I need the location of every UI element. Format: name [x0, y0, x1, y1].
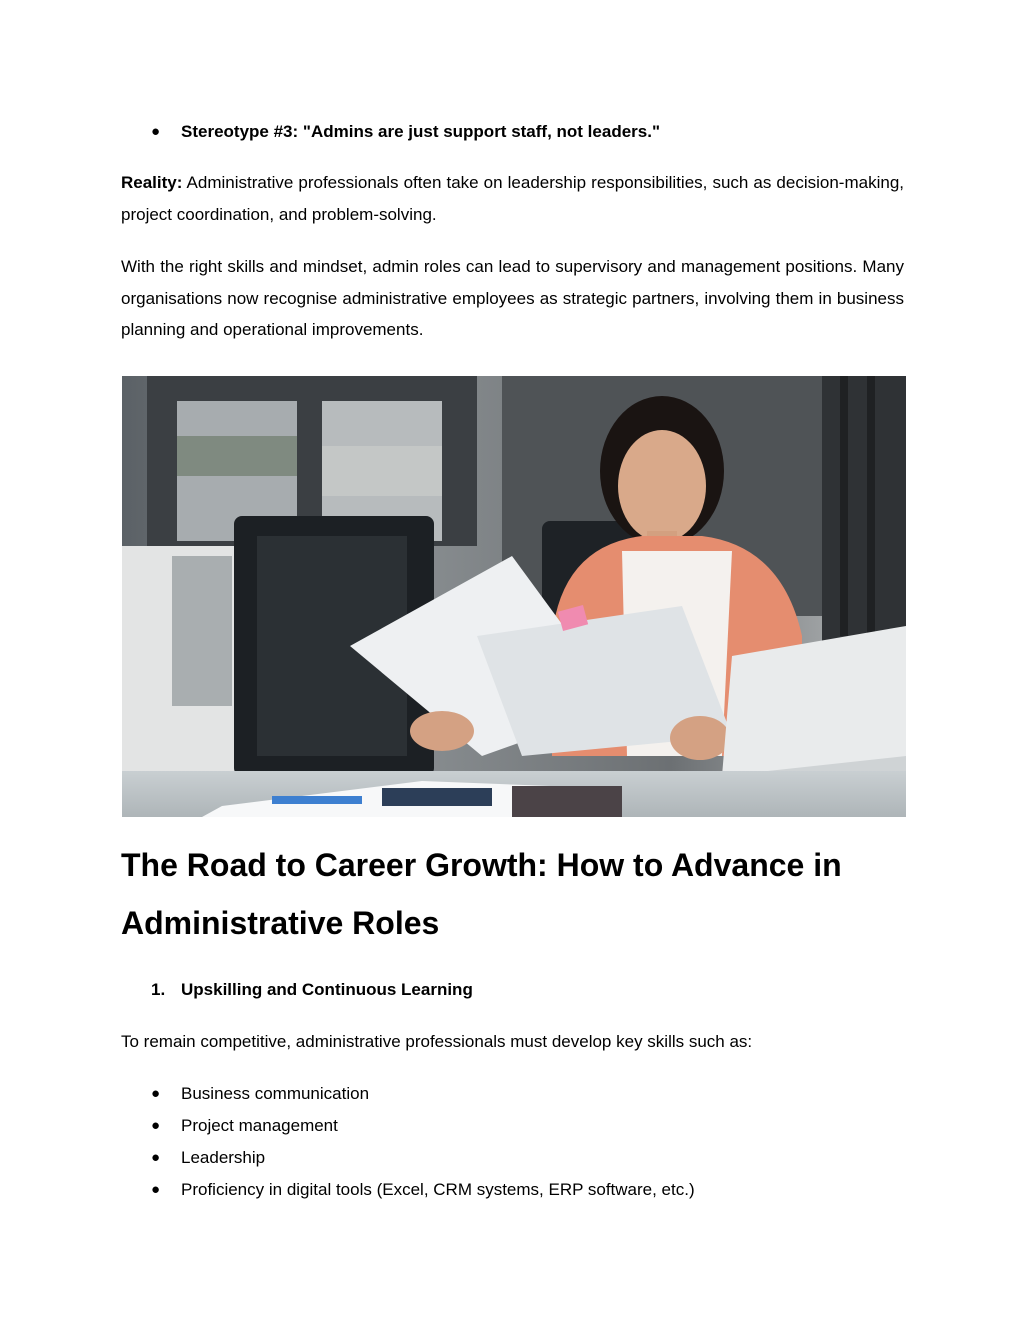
list-item [121, 1083, 904, 1115]
reality-label: Reality: [121, 173, 183, 192]
list-item [121, 1147, 904, 1179]
skill-text: Leadership [181, 1148, 266, 1167]
skill-text: Business communication [181, 1084, 370, 1103]
bullet-marker: ● [151, 1117, 161, 1134]
list-item [121, 1179, 904, 1211]
stereotype-text: Stereotype #3: "Admins are just support staff, not leaders." [181, 122, 661, 141]
skills-intro: To remain competitive, administrative professionals must develop key skills such as: [121, 1032, 753, 1051]
bullet-marker: ● [151, 1181, 161, 1198]
skill-text: Project management [181, 1116, 338, 1135]
bullet-marker: ● [151, 1149, 161, 1166]
bullet-marker: ● [151, 1085, 161, 1102]
career-paths-paragraph: With the right skills and mindset, admin roles can lead to supervisory and management positions. Many organisations now recognise administrative employees as strategic partners, involving them in business planning and operational improvements. [121, 257, 904, 339]
reality-paragraph [121, 167, 904, 230]
section-heading: The Road to Career Growth: How to Advance in Administrative Roles [121, 847, 842, 941]
bullet-marker: ● [151, 123, 161, 140]
item-number: 1. [151, 980, 166, 999]
list-item [121, 1115, 904, 1147]
office-photo [122, 376, 906, 817]
reality-text: Administrative professionals often take on leadership responsibilities, such as decision-making, project coordination, and problem-solving. [121, 173, 904, 224]
skill-text: Proficiency in digital tools (Excel, CRM systems, ERP software, etc.) [181, 1180, 695, 1199]
skills-list [121, 1083, 904, 1211]
item-title: Upskilling and Continuous Learning [181, 980, 473, 999]
